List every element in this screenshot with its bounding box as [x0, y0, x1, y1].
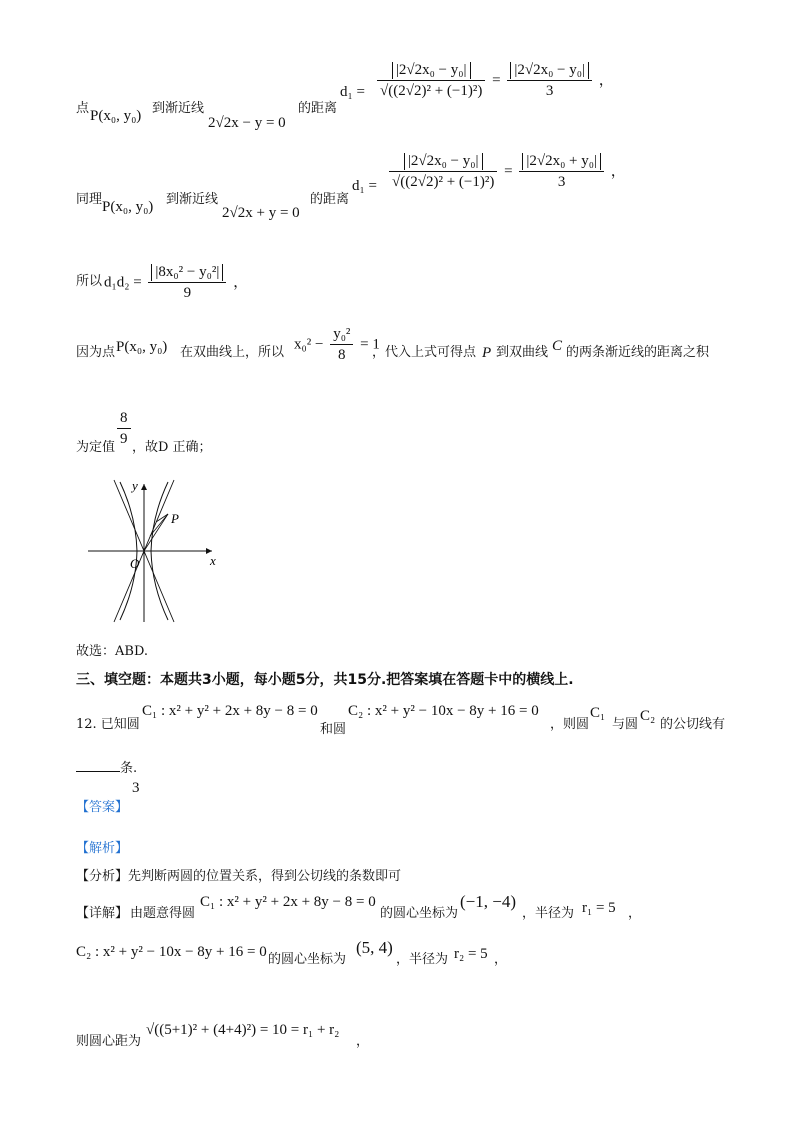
xiangjie-center-label: 的圆心坐标为 — [380, 906, 459, 921]
answer-tag: 【答案】 — [76, 800, 129, 815]
hyperbola-figure — [84, 476, 224, 626]
line4-point: P(x₀, y₀) — [116, 339, 168, 355]
x-axis-label: x — [210, 553, 216, 568]
xiangjie-intro: 由题意得圆 — [130, 906, 196, 921]
line3-tail: ， — [233, 274, 249, 291]
q12-c1b: C₁ — [590, 705, 606, 721]
answer-choice: 故选：ABD. — [76, 644, 149, 659]
q12-then: ，则圆 — [550, 717, 590, 732]
line2-distance-label: 的距离 — [310, 192, 350, 207]
origin-label: O — [130, 556, 140, 571]
xiangjie-radius: r₁ = 5 — [582, 900, 616, 916]
perpendicular-2 — [150, 514, 168, 536]
line4-p: P — [482, 345, 492, 361]
line1-eq: = — [492, 72, 501, 89]
xiangjie-center: (−1, −4) — [460, 892, 516, 911]
line2-tail: ， — [610, 163, 626, 180]
q12-with: 与圆 — [612, 717, 639, 732]
line-c2-radius-label: ，半径为 — [396, 952, 449, 967]
line-dist-label: 则圆心距为 — [76, 1034, 142, 1049]
line3-den: 9 — [183, 285, 192, 301]
xiangjie-tag: 【详解】 — [76, 906, 129, 921]
line2-point: P(x₀, y₀) — [102, 199, 154, 215]
line4-eq-rhs: = 1 — [360, 336, 380, 353]
q12-tail: 条. — [120, 761, 138, 776]
y-axis-label: y — [132, 478, 138, 493]
fenxi-line — [76, 865, 401, 884]
line2-num2: |2√2x₀ + y₀| — [522, 153, 601, 170]
line5-text: 为定值 — [76, 440, 116, 455]
line1-fraction — [374, 62, 614, 100]
xiangjie-tail: ， — [628, 906, 642, 921]
line5-frac-num: 8 — [117, 410, 131, 429]
line4-substitute: ，代入上式可得点 — [372, 345, 477, 360]
line2-den: √((2√2)² + (−1)²) — [392, 174, 495, 190]
line2-eq: = — [504, 163, 513, 180]
fenxi-tag: 【分析】 — [76, 869, 129, 884]
line3-so-label: 所以 — [76, 274, 103, 289]
line-c2-center-label: 的圆心坐标为 — [268, 952, 347, 967]
line-c2-radius: r₂ = 5 — [454, 946, 488, 962]
line-c2-eq: C₂ : x² + y² − 10x − 8y + 16 = 0 — [76, 944, 267, 960]
line4-eq-lhs: x₀² − — [294, 336, 324, 353]
line4-on-curve: 在双曲线上，所以 — [180, 345, 285, 360]
segment-op — [144, 514, 168, 551]
line1-point-label: 点 — [76, 101, 90, 116]
line1-num: |2√2x₀ − y₀| — [392, 62, 471, 79]
line-dist-tail: ， — [356, 1034, 370, 1049]
line1-d-label: d₁ = — [340, 84, 365, 100]
line1-distance-label: 的距离 — [298, 101, 338, 116]
q12-and: 和圆 — [320, 722, 347, 737]
line4-curve-eq — [294, 326, 380, 364]
q12-c1: C₁ : x² + y² + 2x + 8y − 8 = 0 — [142, 703, 318, 719]
line1-to-asymptote: 到渐近线 — [152, 101, 205, 116]
analysis-tag: 【解析】 — [76, 841, 129, 856]
q12-number: 12. 已知圆 — [76, 717, 140, 732]
line4-eq-den: 8 — [338, 347, 346, 363]
section-heading: 三、填空题：本题共3小题，每小题5分，共15分.把答案填在答题卡中的横线上. — [76, 672, 574, 688]
line1-num2: |2√2x₀ − y₀| — [510, 62, 589, 79]
line4-product: 的两条渐近线的距离之积 — [566, 345, 710, 360]
line1-den: √((2√2)² + (−1)²) — [380, 83, 483, 99]
line-c2-center: (5, 4) — [356, 938, 393, 957]
line2-fraction — [386, 153, 626, 191]
q12-tangent: 的公切线有 — [660, 717, 726, 732]
line4-c: C — [552, 338, 563, 354]
line2-to-asymptote: 到渐近线 — [166, 192, 219, 207]
line2-same-label: 同理 — [76, 192, 103, 207]
line4-eq-num: y₀² — [330, 326, 353, 345]
answer-blank — [76, 771, 120, 772]
line5-fraction — [114, 410, 134, 448]
line-dist-expr: √((5+1)² + (4+4)²) = 10 = r₁ + r₂ — [146, 1022, 340, 1038]
answer-value: 3 — [132, 780, 140, 796]
fenxi-text: 先判断两圆的位置关系，得到公切线的条数即可 — [128, 869, 402, 884]
line2-num: |2√2x₀ − y₀| — [404, 153, 483, 170]
line3-lhs: d₁d₂ = — [104, 274, 142, 291]
line1-asymptote: 2√2x − y = 0 — [208, 115, 286, 131]
line3-num: |8x₀² − y₀²| — [151, 264, 223, 281]
q12-c2: C₂ : x² + y² − 10x − 8y + 16 = 0 — [348, 703, 539, 719]
line2-asymptote: 2√2x + y = 0 — [222, 205, 300, 221]
p-label: P — [171, 511, 179, 526]
line5-conclusion: ，故D 正确； — [132, 440, 212, 455]
line-c2-tail: ， — [494, 952, 508, 967]
line2-d-label: d₁ = — [352, 178, 377, 194]
xiangjie-radius-label: ，半径为 — [522, 906, 575, 921]
q12-c2b: C₂ — [640, 708, 656, 724]
line2-den2: 3 — [557, 174, 566, 190]
xiangjie-c1: C₁ : x² + y² + 2x + 8y − 8 = 0 — [200, 894, 376, 910]
line3-fraction — [104, 264, 248, 302]
line1-point: P(x₀, y₀) — [90, 108, 142, 124]
line1-tail: ， — [598, 72, 614, 89]
line1-den2: 3 — [545, 83, 554, 99]
line4-because: 因为点 — [76, 345, 116, 360]
line5-frac-den: 9 — [120, 431, 128, 447]
q12-blank-line — [76, 757, 137, 776]
line4-to-hyper: 到双曲线 — [496, 345, 549, 360]
